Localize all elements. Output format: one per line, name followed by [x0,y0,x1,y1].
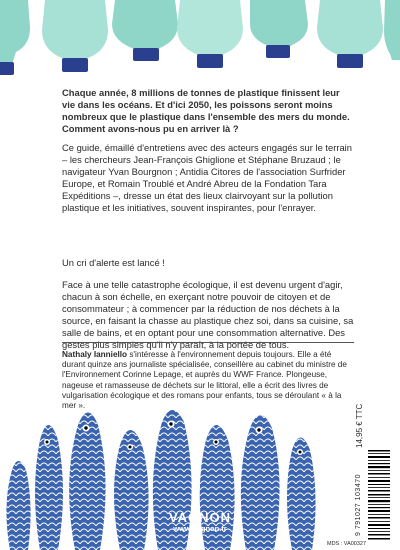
publisher-logo [160,511,240,533]
bottle-7 [384,0,400,60]
body-paragraph-3: Face à une telle catastrophe écologique, il est devenu urgent d'agir, chacun à son échelle, en exerçant notre pouvoir de citoyen et de consommateur ; à commencer par la réduction de nos déchets à la source, en faisant la chasse au plastique chez soi, dans sa cuisine, sa salle de bains, et en optant pour une consommation alternative. Des gestes plus simples qu'il n'y paraît, à la portée de tous. [62,279,354,350]
author-bio-text: s'intéresse à l'environnement depuis toujours. Elle a été durant quinze ans journaliste spécialisée, conseillère au cabinet du ministre de l'Environnement Corinne Lepage, et auprès du WWF France. Plongeuse, nageuse et ramasseuse de déchets sur le littoral, elle a écrit des livres de vulgarisation écologique et des romans pour enfants, tous se déroulant « à la mer ». [62,350,347,411]
mds-code: MDS : VA00327 [327,541,367,547]
bottle-1 [0,0,30,75]
bottle-4 [177,0,243,68]
author-name: Nathaly Ianniello [62,350,128,359]
plastic-bottles-illustration [0,0,400,80]
bottle-5 [250,0,308,58]
publisher-url: www.vagnon.fr [173,524,227,533]
body-paragraph-1: Ce guide, émaillé d'entretiens avec des acteurs engagés sur le terrain – les chercheurs Jean-François Ghiglione et Stéphane Bruzaud ; le navigateur Yvan Bourgnon ; Antidia Citores de l'association Surfrider Europe, et Romain Troublé et André Abreu de la Fondation Tara Expéditions –, dresse un état des lieux clairvoyant sur la pollution plastique et les initiatives, souvent inspirantes, pour l'enrayer. [62,142,352,213]
bottle-3 [112,0,178,61]
isbn-number: 9 791027 103470 [355,474,362,536]
bottle-2 [42,0,108,72]
body-paragraph-2: Un cri d'alerte est lancé ! [62,257,165,268]
bottle-6 [317,0,383,68]
publisher-name: VAGNON [168,510,232,525]
barcode [364,448,394,543]
price-label: 14,95 € TTC [355,403,364,448]
section-divider [62,342,354,343]
lead-paragraph: Chaque année, 8 millions de tonnes de plastique finissent leur vie dans les océans. Et d'ici 2050, les poissons seront moins nombreux que le plastique dans l'ensemble des mers du monde. Comment avons-nous pu en arriver là ? [62,87,350,134]
